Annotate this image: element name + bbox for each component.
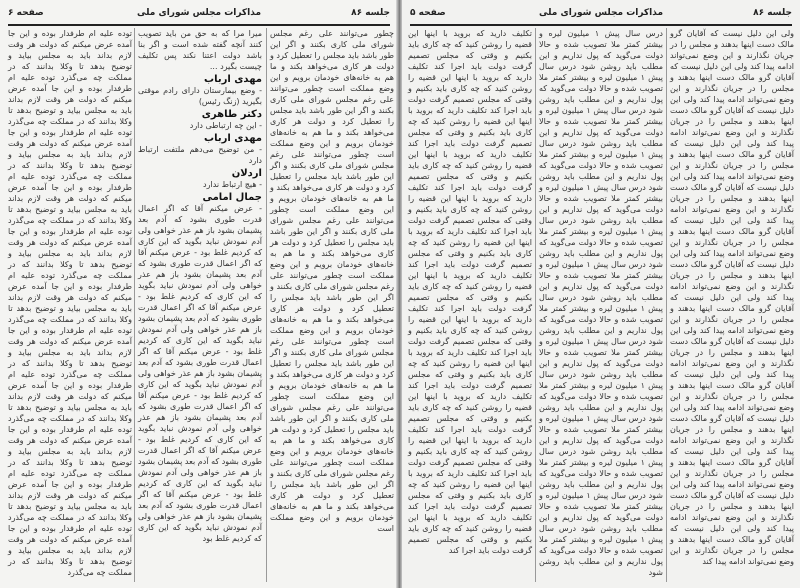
right-page [402, 0, 800, 588]
speaker-name: اردلان [231, 168, 262, 179]
session-number: جلسه ۸۶ [753, 8, 792, 18]
speech [138, 192, 262, 544]
speech-text: - هیچ ارتباط ندارد [203, 180, 262, 189]
column-divider [266, 28, 267, 582]
page-header [410, 8, 792, 22]
column-text: چطور می‌توانند علی رغم مجلس شورای ملی کاری بکنند و اگر این طور باشد باید مجلس را تعطیل کرد و دولت هر کاری می‌خواهد بکند و ما هم به خانه‌های خودمان برویم و این وضع مملکت است چطور می‌توانند علی رغم مجلس شورای ملی کاری بکنند و اگر این طور باشد باید مجلس را تعطیل کرد و دولت هر کاری می‌خواهد بکند و ما هم به خانه‌های خودمان برویم و این وضع مملکت است چطور می‌توانند علی رغم مجلس شورای ملی کاری بکنند و اگر این طور باشد باید مجلس را تعطیل کرد و دولت هر کاری می‌خواهد بکند و ما هم به خانه‌های خودمان برویم و این وضع مملکت است چطور می‌توانند علی رغم مجلس شورای ملی کاری بکنند و اگر این طور باشد باید مجلس را تعطیل کرد و دولت هر کاری می‌خواهد بکند و ما هم به خانه‌های خودمان برویم و این وضع مملکت است چطور می‌توانند علی رغم مجلس شورای ملی کاری بکنند و اگر این طور باشد باید مجلس را تعطیل کرد و دولت هر کاری می‌خواهد بکند و ما هم به خانه‌های خودمان برویم و این وضع مملکت است چطور می‌توانند علی رغم مجلس شورای ملی کاری بکنند و اگر این طور باشد باید مجلس را تعطیل کرد و دولت هر کاری می‌خواهد بکند و ما هم به خانه‌های خودمان برویم و این وضع مملکت است چطور می‌توانند علی رغم مجلس شورای ملی کاری بکنند و اگر این طور باشد باید مجلس را تعطیل کرد و دولت هر کاری می‌خواهد بکند و ما هم به خانه‌های خودمان برویم و این وضع مملکت است چطور می‌توانند علی رغم مجلس شورای ملی کاری بکنند و اگر این طور باشد باید مجلس را تعطیل کرد و دولت هر کاری می‌خواهد بکند و ما هم به خانه‌های خودمان برویم و این وضع مملکت است [270, 29, 394, 533]
speaker-name: مهدی ارباب [204, 133, 262, 144]
speech [138, 168, 262, 190]
running-title: مذاکرات مجلس شورای ملی [136, 8, 262, 18]
speech-text: - عرض میکنم آقا که اگر اعمال قدرت طوری بشود که آدم بعد پشیمان بشود باز هم عذر خواهی ولی آدم نمودش نباید بگوید که این کاری که کردیم غلط بود - عرض میکنم آقا که اگر اعمال قدرت طوری بشود که آدم بعد پشیمان بشود باز هم عذر خواهی ولی آدم نمودش نباید بگوید که این کاری که کردیم غلط بود - عرض میکنم آقا که اگر اعمال قدرت طوری بشود که آدم بعد پشیمان بشود باز هم عذر خواهی ولی آدم نمودش نباید بگوید که این کاری که کردیم غلط بود - عرض میکنم آقا که اگر اعمال قدرت طوری بشود که آدم بعد پشیمان بشود باز هم عذر خواهی ولی آدم نمودش نباید بگوید که این کاری که کردیم غلط بود - عرض میکنم آقا که اگر اعمال قدرت طوری بشود که آدم بعد پشیمان بشود باز هم عذر خواهی ولی آدم نمودش نباید بگوید که این کاری که کردیم غلط بود - عرض میکنم آقا که اگر اعمال قدرت طوری بشود که آدم بعد پشیمان بشود باز هم عذر خواهی ولی آدم نمودش نباید بگوید که این کاری که کردیم غلط بود - عرض میکنم آقا که اگر اعمال قدرت طوری بشود که آدم بعد پشیمان بشود باز هم عذر خواهی ولی آدم نمودش نباید بگوید که این کاری که کردیم غلط بود [138, 204, 262, 543]
speaker-name: دکتر طاهری [201, 109, 262, 120]
column-text: میرا مرا که به حق من باید تصویب کنند آنچه گفته شده است و اگر بنا باشد دولت اعتنا نکند پس تکلیف چیست بگیرد ... [138, 29, 262, 71]
speaker-name: جمال امامی [202, 192, 262, 203]
column-divider [134, 28, 135, 582]
page-header [8, 8, 390, 22]
text-column-1 [270, 28, 394, 582]
session-number: جلسه ۸۶ [351, 8, 390, 18]
running-title: مذاکرات مجلس شورای ملی [538, 8, 664, 18]
column-text: ولی این دلیل نیست که آقایان گرو مالک دست اینها بدهند و مجلس را در جریان نگذارند و این وضع نمی‌تواند ادامه پیدا کند ولی این دلیل نیست که آقایان گرو مالک دست اینها بدهند و مجلس را در جریان نگذارند و این وضع نمی‌تواند ادامه پیدا کند ولی این دلیل نیست که آقایان گرو مالک دست اینها بدهند و مجلس را در جریان نگذارند و این وضع نمی‌تواند ادامه پیدا کند ولی این دلیل نیست که آقایان گرو مالک دست اینها بدهند و مجلس را در جریان نگذارند و این وضع نمی‌تواند ادامه پیدا کند ولی این دلیل نیست که آقایان گرو مالک دست اینها بدهند و مجلس را در جریان نگذارند و این وضع نمی‌تواند ادامه پیدا کند ولی این دلیل نیست که آقایان گرو مالک دست اینها بدهند و مجلس را در جریان نگذارند و این وضع نمی‌تواند ادامه پیدا کند ولی این دلیل نیست که آقایان گرو مالک دست اینها بدهند و مجلس را در جریان نگذارند و این وضع نمی‌تواند ادامه پیدا کند ولی این دلیل نیست که آقایان گرو مالک دست اینها بدهند و مجلس را در جریان نگذارند و این وضع نمی‌تواند ادامه پیدا کند ولی این دلیل نیست که آقایان گرو مالک دست اینها بدهند و مجلس را در جریان نگذارند و این وضع نمی‌تواند ادامه پیدا کند ولی این دلیل نیست که آقایان گرو مالک دست اینها بدهند و مجلس را در جریان نگذارند و این وضع نمی‌تواند ادامه پیدا کند ولی این دلیل نیست که آقایان گرو مالک دست اینها بدهند و مجلس را در جریان نگذارند و این وضع نمی‌تواند ادامه پیدا کند ولی این دلیل نیست که آقایان گرو مالک دست اینها بدهند و مجلس را در جریان نگذارند و این وضع نمی‌تواند ادامه پیدا کند ولی این دلیل نیست که آقایان گرو مالک دست اینها بدهند و مجلس را در جریان نگذارند و این وضع نمی‌تواند ادامه پیدا کند ولی این دلیل نیست که آقایان گرو مالک دست اینها بدهند و مجلس را در جریان نگذارند و این وضع نمی‌تواند ادامه پیدا کند [670, 29, 794, 566]
page-number: صفحه ۵ [410, 8, 446, 18]
speech-text: - من توضیح می‌دهم ملتفت ارتباط دارد [138, 145, 262, 165]
column-text: درس سال پیش ۱ میلیون لیره و بیشتر کمتر ملا تصویب شده و حالا دولت می‌گوید که پول نداریم و این مطلب باید روشن شود درس سال پیش ۱ میلیون لیره و بیشتر کمتر ملا تصویب شده و حالا دولت می‌گوید که پول نداریم و این مطلب باید روشن شود درس سال پیش ۱ میلیون لیره و بیشتر کمتر ملا تصویب شده و حالا دولت می‌گوید که پول نداریم و این مطلب باید روشن شود درس سال پیش ۱ میلیون لیره و بیشتر کمتر ملا تصویب شده و حالا دولت می‌گوید که پول نداریم و این مطلب باید روشن شود درس سال پیش ۱ میلیون لیره و بیشتر کمتر ملا تصویب شده و حالا دولت می‌گوید که پول نداریم و این مطلب باید روشن شود درس سال پیش ۱ میلیون لیره و بیشتر کمتر ملا تصویب شده و حالا دولت می‌گوید که پول نداریم و این مطلب باید روشن شود درس سال پیش ۱ میلیون لیره و بیشتر کمتر ملا تصویب شده و حالا دولت می‌گوید که پول نداریم و این مطلب باید روشن شود درس سال پیش ۱ میلیون لیره و بیشتر کمتر ملا تصویب شده و حالا دولت می‌گوید که پول نداریم و این مطلب باید روشن شود درس سال پیش ۱ میلیون لیره و بیشتر کمتر ملا تصویب شده و حالا دولت می‌گوید که پول نداریم و این مطلب باید روشن شود درس سال پیش ۱ میلیون لیره و بیشتر کمتر ملا تصویب شده و حالا دولت می‌گوید که پول نداریم و این مطلب باید روشن شود درس سال پیش ۱ میلیون لیره و بیشتر کمتر ملا تصویب شده و حالا دولت می‌گوید که پول نداریم و این مطلب باید روشن شود درس سال پیش ۱ میلیون لیره و بیشتر کمتر ملا تصویب شده و حالا دولت می‌گوید که پول نداریم و این مطلب باید روشن شود درس سال پیش ۱ میلیون لیره و بیشتر کمتر ملا تصویب شده و حالا دولت می‌گوید که پول نداریم و این مطلب باید روشن شود درس سال پیش ۱ میلیون لیره و بیشتر کمتر ملا تصویب شده و حالا دولت می‌گوید که پول نداریم و این مطلب باید روشن شود [539, 29, 663, 577]
text-column-2 [539, 28, 663, 582]
text-column-1 [670, 28, 794, 582]
column-divider [666, 28, 667, 582]
column-text: تکلیف دارید که بروید با اینها این قضیه را روشن کنید که چه کاری باید بکنیم و وقتی که مجلس تصمیم گرفت دولت باید اجرا کند تکلیف دارید که بروید با اینها این قضیه را روشن کنید که چه کاری باید بکنیم و وقتی که مجلس تصمیم گرفت دولت باید اجرا کند تکلیف دارید که بروید با اینها این قضیه را روشن کنید که چه کاری باید بکنیم و وقتی که مجلس تصمیم گرفت دولت باید اجرا کند تکلیف دارید که بروید با اینها این قضیه را روشن کنید که چه کاری باید بکنیم و وقتی که مجلس تصمیم گرفت دولت باید اجرا کند تکلیف دارید که بروید با اینها این قضیه را روشن کنید که چه کاری باید بکنیم و وقتی که مجلس تصمیم گرفت دولت باید اجرا کند تکلیف دارید که بروید با اینها این قضیه را روشن کنید که چه کاری باید بکنیم و وقتی که مجلس تصمیم گرفت دولت باید اجرا کند تکلیف دارید که بروید با اینها این قضیه را روشن کنید که چه کاری باید بکنیم و وقتی که مجلس تصمیم گرفت دولت باید اجرا کند تکلیف دارید که بروید با اینها این قضیه را روشن کنید که چه کاری باید بکنیم و وقتی که مجلس تصمیم گرفت دولت باید اجرا کند تکلیف دارید که بروید با اینها این قضیه را روشن کنید که چه کاری باید بکنیم و وقتی که مجلس تصمیم گرفت دولت باید اجرا کند تکلیف دارید که بروید با اینها این قضیه را روشن کنید که چه کاری باید بکنیم و وقتی که مجلس تصمیم گرفت دولت باید اجرا کند تکلیف دارید که بروید با اینها این قضیه را روشن کنید که چه کاری باید بکنیم و وقتی که مجلس تصمیم گرفت دولت باید اجرا کند تکلیف دارید که بروید با اینها این قضیه را روشن کنید که چه کاری باید بکنیم و وقتی که مجلس تصمیم گرفت دولت باید اجرا کند تکلیف دارید که بروید با اینها این قضیه را روشن کنید که چه کاری باید بکنیم و وقتی که مجلس تصمیم گرفت دولت باید اجرا کند [408, 29, 532, 555]
header-rule [410, 24, 792, 26]
speech [138, 74, 262, 107]
speech-text: - وضع بیمارستان دارای رادم موقتی بگیرید (زنگ رئیس) [138, 86, 262, 106]
page-number: صفحه ۶ [8, 8, 44, 18]
text-column-3 [8, 28, 132, 582]
speech [138, 109, 262, 131]
left-page [0, 0, 398, 588]
header-rule [8, 24, 390, 26]
speech-text: - این چه ارتباطی دارد [189, 121, 262, 130]
column-text: توده علیه ‌ام طرفدار بوده و این جا آمده عرض میکنم که دولت هر وقت لازم بداند باید به مجلس بیاید و توضیح بدهد تا وکلا بدانند که در مملکت چه می‌گذرد توده علیه ‌ام طرفدار بوده و این جا آمده عرض میکنم که دولت هر وقت لازم بداند باید به مجلس بیاید و توضیح بدهد تا وکلا بدانند که در مملکت چه می‌گذرد توده علیه ‌ام طرفدار بوده و این جا آمده عرض میکنم که دولت هر وقت لازم بداند باید به مجلس بیاید و توضیح بدهد تا وکلا بدانند که در مملکت چه می‌گذرد توده علیه ‌ام طرفدار بوده و این جا آمده عرض میکنم که دولت هر وقت لازم بداند باید به مجلس بیاید و توضیح بدهد تا وکلا بدانند که در مملکت چه می‌گذرد توده علیه ‌ام طرفدار بوده و این جا آمده عرض میکنم که دولت هر وقت لازم بداند باید به مجلس بیاید و توضیح بدهد تا وکلا بدانند که در مملکت چه می‌گذرد توده علیه ‌ام طرفدار بوده و این جا آمده عرض میکنم که دولت هر وقت لازم بداند باید به مجلس بیاید و توضیح بدهد تا وکلا بدانند که در مملکت چه می‌گذرد توده علیه ‌ام طرفدار بوده و این جا آمده عرض میکنم که دولت هر وقت لازم بداند باید به مجلس بیاید و توضیح بدهد تا وکلا بدانند که در مملکت چه می‌گذرد توده علیه ‌ام طرفدار بوده و این جا آمده عرض میکنم که دولت هر وقت لازم بداند باید به مجلس بیاید و توضیح بدهد تا وکلا بدانند که در مملکت چه می‌گذرد توده علیه ‌ام طرفدار بوده و این جا آمده عرض میکنم که دولت هر وقت لازم بداند باید به مجلس بیاید و توضیح بدهد تا وکلا بدانند که در مملکت چه می‌گذرد توده علیه ‌ام طرفدار بوده و این جا آمده عرض میکنم که دولت هر وقت لازم بداند باید به مجلس بیاید و توضیح بدهد تا وکلا بدانند که در مملکت چه می‌گذرد توده علیه ‌ام طرفدار بوده و این جا آمده عرض میکنم که دولت هر وقت لازم بداند باید به مجلس بیاید و توضیح بدهد تا وکلا بدانند که در مملکت چه می‌گذرد [8, 29, 132, 577]
text-column-3 [408, 28, 532, 582]
speaker-name: مهدی ارباب [204, 74, 262, 85]
column-divider [535, 28, 536, 582]
speech [138, 133, 262, 166]
text-column-2 [138, 28, 262, 582]
